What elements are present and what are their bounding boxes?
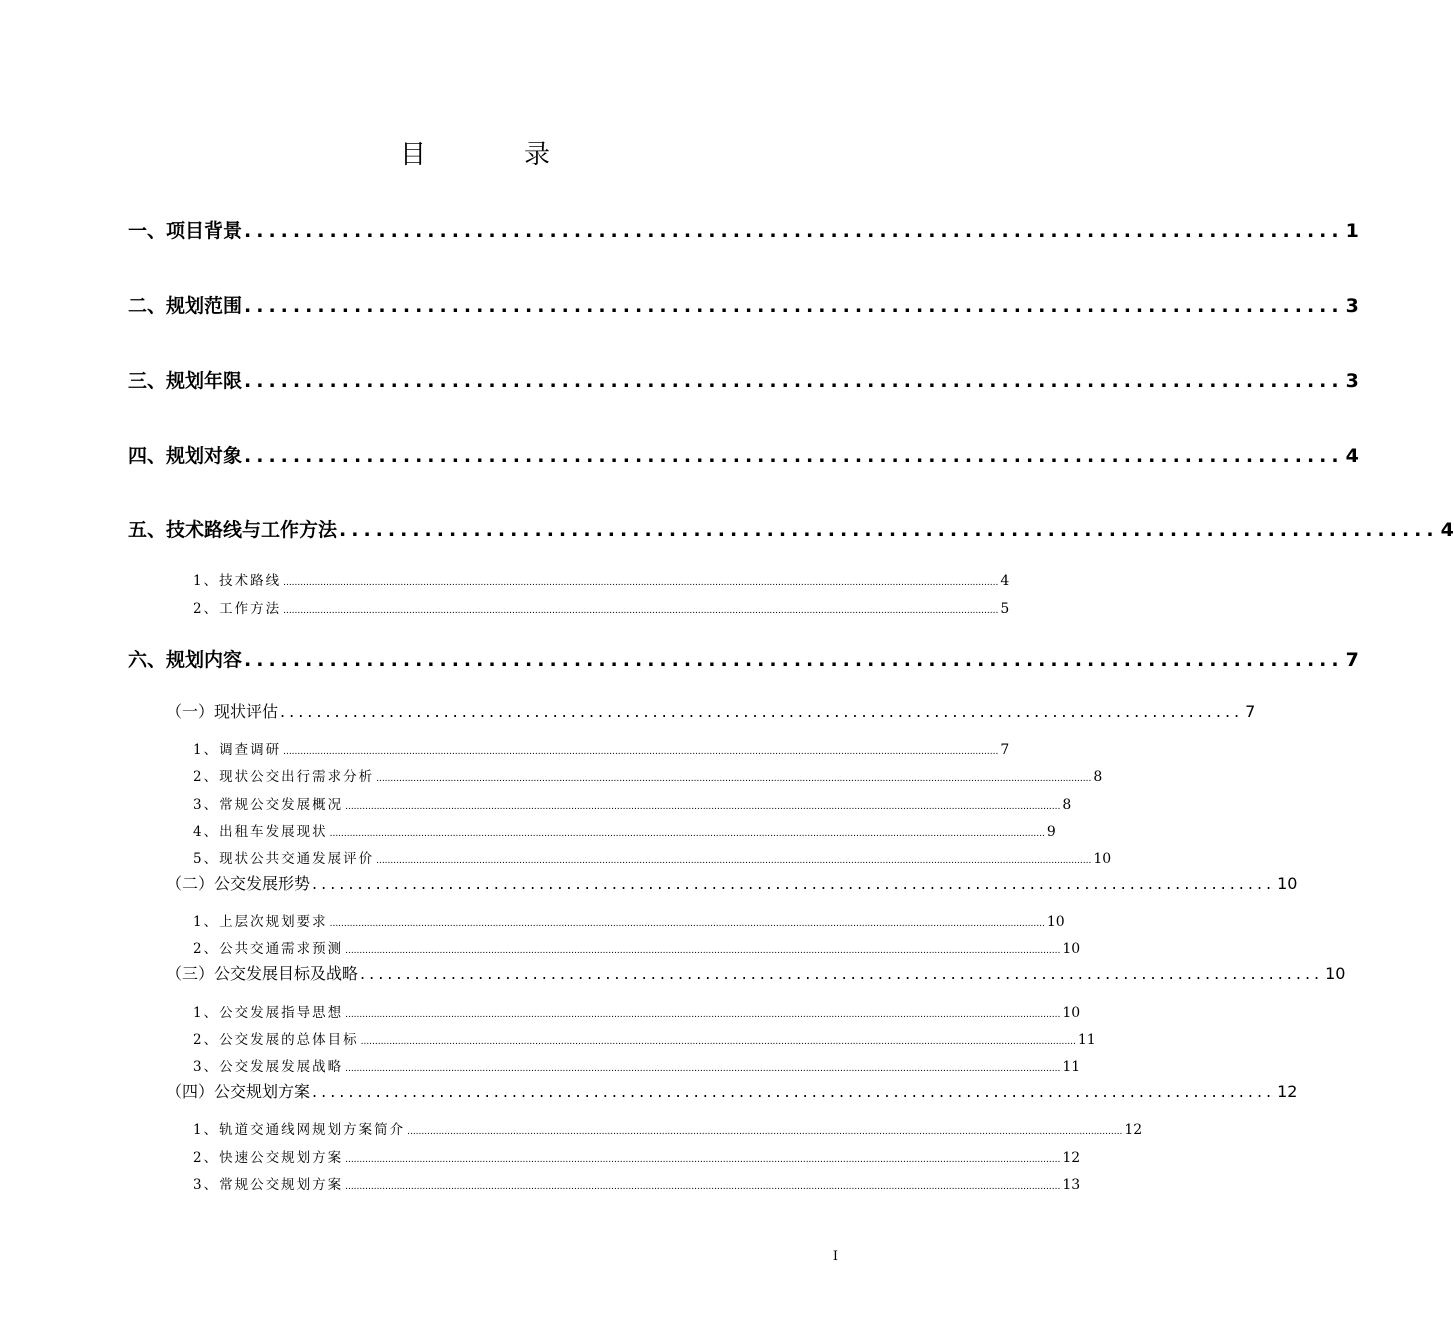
toc-entry[interactable] xyxy=(166,1079,1298,1102)
toc-entry-label: 二、规划范围 xyxy=(128,295,243,317)
toc-entry-page: 12 xyxy=(1124,1122,1143,1138)
toc-entry[interactable] xyxy=(193,1001,1081,1021)
toc-entry[interactable] xyxy=(128,216,1359,243)
toc-leader: .......................................................................................................... xyxy=(312,1082,1276,1101)
toc-leader: .......................................................................................................................................................................................................................................................... xyxy=(345,1155,1061,1165)
toc-leader: .......................................................................................................................................................................................................................................................... xyxy=(376,774,1092,784)
toc-entry-label: 1、上层次规划要求 xyxy=(193,914,328,930)
toc-leader: .......................................................................................... xyxy=(244,295,1344,317)
toc-entry-page: 4 xyxy=(1440,519,1454,541)
toc-entry[interactable] xyxy=(193,1173,1081,1193)
toc-entry-page: 10 xyxy=(1277,874,1298,893)
toc-entry-label: 五、技术路线与工作方法 xyxy=(128,519,338,541)
toc-leader: .......................................................................................... xyxy=(244,649,1344,671)
toc-entry-page: 12 xyxy=(1277,1082,1298,1101)
toc-leader: .......................................................................................... xyxy=(339,519,1439,541)
toc-leader: .......................................................................................................................................................................................................................................................... xyxy=(407,1127,1123,1137)
toc-entry[interactable] xyxy=(193,793,1072,813)
toc-leader: .......................................................................................... xyxy=(244,370,1344,392)
toc-entry[interactable] xyxy=(193,1055,1081,1075)
toc-entry-label: （一）现状评估 xyxy=(166,702,279,721)
toc-entry-label: （四）公交规划方案 xyxy=(166,1082,311,1101)
toc-entry-page: 10 xyxy=(1046,914,1065,930)
toc-entry-label: （三）公交发展目标及战略 xyxy=(166,964,359,983)
toc-entry-label: （二）公交发展形势 xyxy=(166,874,311,893)
toc-entry-label: 2、公交发展的总体目标 xyxy=(193,1032,359,1048)
toc-entry-label: 3、常规公交发展概况 xyxy=(193,797,344,813)
toc-entry[interactable] xyxy=(128,441,1359,468)
toc-entry[interactable] xyxy=(193,847,1112,867)
toc-leader: .......................................................................................................................................................................................................................................................... xyxy=(345,1064,1061,1074)
toc-entry-label: 1、调查调研 xyxy=(193,742,282,758)
toc-entry-label: 2、公共交通需求预测 xyxy=(193,941,344,957)
toc-entry[interactable] xyxy=(193,820,1056,840)
toc-entry-page: 11 xyxy=(1077,1032,1096,1048)
toc-entry-label: 5、现状公共交通发展评价 xyxy=(193,851,375,867)
toc-entry-page: 13 xyxy=(1062,1177,1081,1193)
toc-entry-page: 9 xyxy=(1046,824,1056,840)
toc-leader: .......................................................................................................................................................................................................................................................... xyxy=(329,829,1045,839)
toc-entry-page: 8 xyxy=(1093,769,1103,785)
toc-title: 目 录 xyxy=(399,140,586,170)
toc-entry[interactable] xyxy=(166,961,1346,984)
toc-entry[interactable] xyxy=(128,366,1359,393)
toc-entry-label: 2、工作方法 xyxy=(193,601,282,617)
toc-entry[interactable] xyxy=(193,1028,1096,1048)
toc-entry-label: 3、公交发展发展战略 xyxy=(193,1059,344,1075)
toc-entry-page: 8 xyxy=(1062,797,1072,813)
toc-entry-page: 4 xyxy=(1000,573,1010,589)
toc-entry-label: 2、快速公交规划方案 xyxy=(193,1150,344,1166)
toc-entry[interactable] xyxy=(193,910,1065,930)
toc-entry[interactable] xyxy=(193,1146,1081,1166)
toc-entry-page: 10 xyxy=(1062,941,1081,957)
toc-entry[interactable] xyxy=(128,645,1359,672)
toc-entry-page: 3 xyxy=(1345,295,1359,317)
toc-entry-page: 5 xyxy=(1000,601,1010,617)
toc-entry[interactable] xyxy=(128,515,1454,542)
toc-leader: .......................................................................................................................................................................................................................................................... xyxy=(345,946,1061,956)
toc-leader: .......................................................................................... xyxy=(244,220,1344,242)
toc-entry-label: 四、规划对象 xyxy=(128,445,243,467)
toc-entry-page: 12 xyxy=(1062,1150,1081,1166)
toc-entry[interactable] xyxy=(166,699,1256,722)
page-number: I xyxy=(832,1249,838,1264)
toc-entry[interactable] xyxy=(193,765,1103,785)
toc-leader: .......................................................................................................... xyxy=(280,702,1244,721)
toc-entry[interactable] xyxy=(193,937,1081,957)
toc-leader: .......................................................................................... xyxy=(244,445,1344,467)
toc-entry[interactable] xyxy=(128,291,1359,318)
toc-entry[interactable] xyxy=(193,738,1010,758)
toc-entry-page: 11 xyxy=(1062,1059,1081,1075)
toc-leader: .......................................................................................................................................................................................................................................................... xyxy=(345,802,1061,812)
toc-entry[interactable] xyxy=(193,569,1010,589)
toc-entry-page: 7 xyxy=(1000,742,1010,758)
toc-entry[interactable] xyxy=(193,1118,1143,1138)
toc-entry-label: 1、轨道交通线网规划方案简介 xyxy=(193,1122,406,1138)
toc-leader: .......................................................................................................... xyxy=(312,874,1276,893)
toc-entry-label: 1、技术路线 xyxy=(193,573,282,589)
toc-leader: .......................................................................................................................................................................................................................................................... xyxy=(283,578,999,588)
toc-entry-page: 3 xyxy=(1345,370,1359,392)
toc-leader: .......................................................................................................................................................................................................................................................... xyxy=(345,1010,1061,1020)
toc-entry-page: 7 xyxy=(1345,649,1359,671)
toc-entry-label: 三、规划年限 xyxy=(128,370,243,392)
toc-entry[interactable] xyxy=(193,597,1010,617)
toc-leader: .......................................................................................................................................................................................................................................................... xyxy=(360,1037,1076,1047)
toc-entry-page: 4 xyxy=(1345,445,1359,467)
toc-entry-label: 六、规划内容 xyxy=(128,649,243,671)
toc-leader: .......................................................................................................................................................................................................................................................... xyxy=(345,1182,1061,1192)
toc-entry-label: 4、出租车发展现状 xyxy=(193,824,328,840)
toc-entry-page: 10 xyxy=(1062,1005,1081,1021)
toc-leader: .......................................................................................................................................................................................................................................................... xyxy=(376,856,1092,866)
toc-entry-page: 7 xyxy=(1245,702,1256,721)
toc-leader: .......................................................................................................................................................................................................................................................... xyxy=(329,919,1045,929)
toc-leader: .......................................................................................................................................................................................................................................................... xyxy=(283,606,999,616)
toc-entry-label: 一、项目背景 xyxy=(128,220,243,242)
toc-entry-label: 1、公交发展指导思想 xyxy=(193,1005,344,1021)
toc-leader: .......................................................................................................... xyxy=(360,964,1324,983)
toc-entry[interactable] xyxy=(166,871,1298,894)
toc-entry-label: 3、常规公交规划方案 xyxy=(193,1177,344,1193)
toc-entry-page: 10 xyxy=(1093,851,1112,867)
toc-entry-page: 1 xyxy=(1345,220,1359,242)
toc-entry-label: 2、现状公交出行需求分析 xyxy=(193,769,375,785)
toc-leader: .......................................................................................................................................................................................................................................................... xyxy=(283,747,999,757)
toc-entry-page: 10 xyxy=(1325,964,1346,983)
